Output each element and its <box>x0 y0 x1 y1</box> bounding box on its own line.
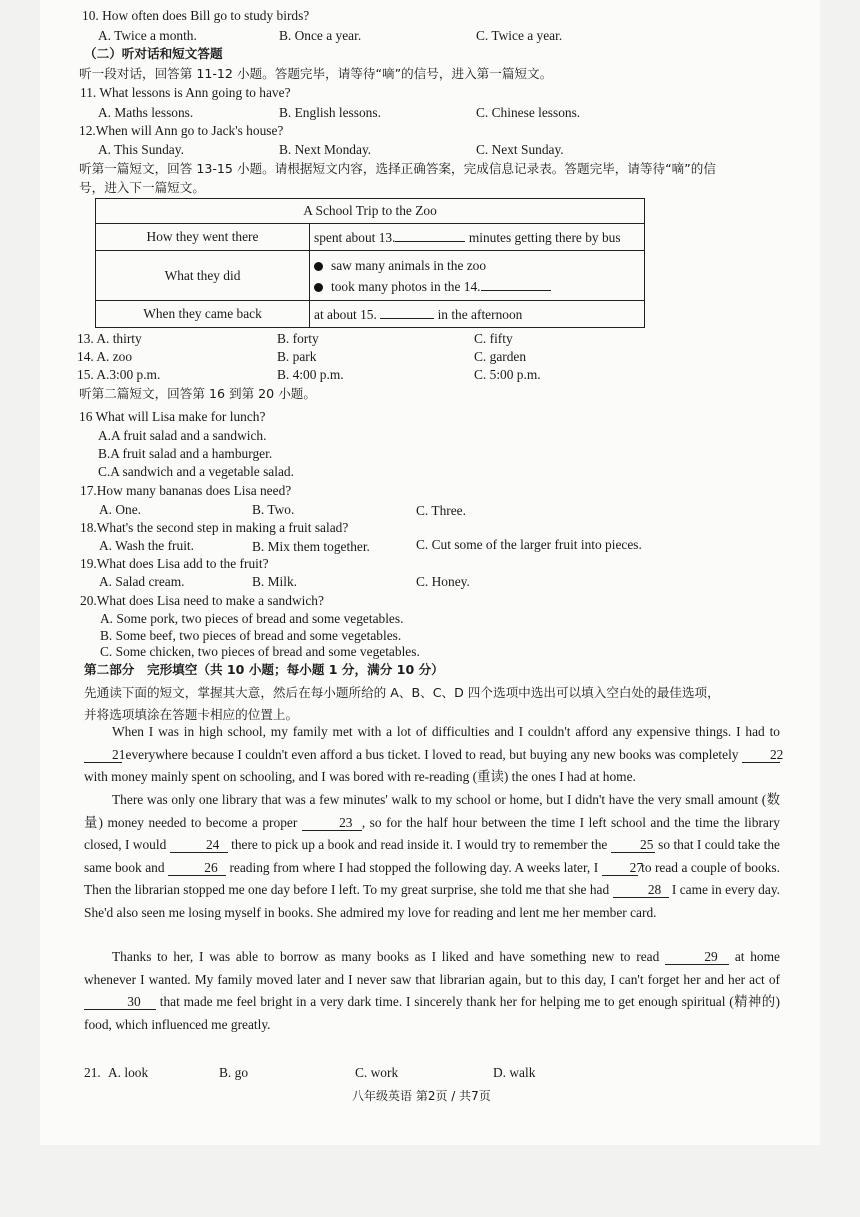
blank-27: 27 <box>602 860 638 876</box>
q12-option-b: B. Next Monday. <box>279 142 372 157</box>
bullet-icon <box>314 283 323 292</box>
cell-text: saw many animals in the zoo <box>331 257 487 273</box>
q18-option-c: C. Cut some of the larger fruit into pieces. <box>416 537 642 552</box>
q19-option-a: A. Salad cream. <box>99 574 185 589</box>
blank-28: 28 <box>613 882 669 898</box>
question-21-number: 21. <box>84 1065 101 1080</box>
answer-blank-15[interactable] <box>380 305 434 319</box>
instruction-13-15-line2: 号，进入下一篇短文。 <box>79 180 205 195</box>
q12-option-a: A. This Sunday. <box>98 142 184 157</box>
q18-option-b: B. Mix them together. <box>252 539 370 554</box>
blank-29: 29 <box>665 949 729 965</box>
blank-30: 30 <box>84 994 156 1010</box>
question-14: 14. A. zoo <box>77 349 133 364</box>
table-title: A School Trip to the Zoo <box>96 199 645 224</box>
blank-24: 24 <box>170 837 228 853</box>
blank-23: 23 <box>302 815 362 831</box>
q16-option-b: B.A fruit salad and a hamburger. <box>98 446 273 461</box>
passage-text: with money mainly spent on schooling, and I was bored with re-reading (重读) the ones I had at home. <box>84 769 636 785</box>
part-2-instruction-line2: 并将选项填涂在答题卡相应的位置上。 <box>84 707 299 722</box>
q11-option-a: A. Maths lessons. <box>98 105 194 120</box>
page-footer: 八年级英语 第2页 / 共7页 <box>352 1089 491 1103</box>
q21-option-b: B. go <box>219 1065 249 1080</box>
cell-text: at about 15. <box>314 307 377 322</box>
q14-option-b: B. park <box>277 349 317 364</box>
passage-text: so that I could take the same book and <box>84 837 780 875</box>
question-20: 20.What does Lisa need to make a sandwich? <box>80 593 324 608</box>
q12-option-c: C. Next Sunday. <box>476 142 564 157</box>
q10-option-b: B. Once a year. <box>279 28 362 43</box>
instruction-11-12: 听一段对话，回答第 11-12 小题。答题完毕，请等待“嘀”的信号，进入第一篇短文。 <box>79 66 553 81</box>
blank-26: 26 <box>168 860 226 876</box>
passage-text: I came in every day. She'd also seen me losing myself in books. She admired my love for reading and lent me her member card. <box>84 882 780 920</box>
question-16: 16 What will Lisa make for lunch? <box>79 409 266 424</box>
question-17: 17.How many bananas does Lisa need? <box>80 483 292 498</box>
instruction-13-15-line1: 听第一篇短文，回答 13-15 小题。请根据短文内容，选择正确答案，完成信息记录表。答题完毕，请等待“嘀”的信 <box>79 161 716 176</box>
q17-option-c: C. Three. <box>416 503 466 518</box>
part-2-instruction-line1: 先通读下面的短文，掌握其大意，然后在每小题所给的 A、B、C、D 四个选项中选出可以填入空白处的最佳选项， <box>84 685 720 700</box>
q21-option-d: D. walk <box>493 1065 536 1080</box>
q21-option-c: C. work <box>355 1065 399 1080</box>
q19-option-c: C. Honey. <box>416 574 470 589</box>
passage-text: There was only one library that was a few minutes' walk to my school or home, but I didn't have the very small amount (数量) money needed to become a proper <box>84 792 780 830</box>
q18-option-a: A. Wash the fruit. <box>99 538 194 553</box>
part-2-heading: 第二部分 完形填空（共 10 小题；每小题 1 分，满分 10 分） <box>84 662 444 677</box>
cell-text: took many photos in the 14. <box>331 278 481 294</box>
table-row-label: When they came back <box>96 301 310 328</box>
table-cell <box>310 224 645 251</box>
answer-blank-14[interactable] <box>481 277 551 291</box>
cell-text: spent about 13. <box>314 230 396 245</box>
question-19: 19.What does Lisa add to the fruit? <box>80 556 269 571</box>
table-row-label: What they did <box>96 251 310 301</box>
q17-option-a: A. One. <box>99 502 142 517</box>
q11-option-c: C. Chinese lessons. <box>476 105 581 120</box>
question-13: 13. A. thirty <box>77 331 142 346</box>
q21-option-a: A. look <box>108 1065 149 1080</box>
question-15: 15. A.3:00 p.m. <box>77 367 161 382</box>
passage-text: Thanks to her, I was able to borrow as many books as I liked and have something new to read <box>112 949 660 964</box>
table-cell <box>310 301 645 328</box>
passage-text: When I was in high school, my family met with a lot of difficulties and I couldn't afford any expensive things. I had to <box>112 724 780 739</box>
passage-text: that made me feel bright in a very dark time. I sincerely thank her for helping me to get enough spiritual (精神的) food, which influenced me greatly. <box>84 994 780 1032</box>
info-record-table <box>95 198 645 328</box>
question-11: 11. What lessons is Ann going to have? <box>80 85 291 100</box>
cell-text: in the afternoon <box>437 307 523 322</box>
q13-option-c: C. fifty <box>474 331 513 346</box>
q10-option-a: A. Twice a month. <box>98 28 197 43</box>
q14-option-c: C. garden <box>474 349 527 364</box>
answer-blank-13[interactable] <box>395 228 465 242</box>
q17-option-b: B. Two. <box>252 502 295 517</box>
section-2-heading: （二）听对话和短文答题 <box>84 46 223 61</box>
passage-text: , so for the half hour between the time I left school and the time the library closed, I would <box>84 814 780 853</box>
q15-option-b: B. 4:00 p.m. <box>277 367 344 382</box>
q10-option-c: C. Twice a year. <box>476 28 563 43</box>
q20-option-c: C. Some chicken, two pieces of bread and some vegetables. <box>100 644 420 659</box>
passage-paragraph-2 <box>84 789 780 925</box>
question-12: 12.When will Ann go to Jack's house? <box>79 123 284 138</box>
passage-text: at home whenever I wanted. My family moved later and I never saw that librarian again, but to this day, I can't forget her and her act of <box>84 949 780 987</box>
q16-option-c: C.A sandwich and a vegetable salad. <box>98 464 294 479</box>
passage-paragraph-3 <box>84 946 780 1036</box>
cell-text: minutes getting there by bus <box>468 230 621 245</box>
blank-22: 22 <box>742 747 780 763</box>
table-cell <box>310 251 645 301</box>
q11-option-b: B. English lessons. <box>279 105 381 120</box>
question-10: 10. How often does Bill go to study birds? <box>82 8 310 23</box>
table-row-label: How they went there <box>96 224 310 251</box>
q20-option-b: B. Some beef, two pieces of bread and some vegetables. <box>100 628 402 643</box>
passage-text: to read a couple of books. Then the librarian stopped me one day before I left. To my great surprise, she told me that she had <box>84 859 780 898</box>
passage-text: there to pick up a book and read inside it. I would try to remember the <box>231 837 608 853</box>
bullet-icon <box>314 262 323 271</box>
q15-option-c: C. 5:00 p.m. <box>474 367 541 382</box>
passage-text: everywhere because I couldn't even afford a bus ticket. I loved to read, but buying any new books was completely <box>125 746 739 762</box>
passage-paragraph-1 <box>84 721 784 789</box>
instruction-16-20: 听第二篇短文，回答第 16 到第 20 小题。 <box>79 386 316 401</box>
passage-text: reading from where I had stopped the following day. A weeks later, I <box>229 859 599 875</box>
q16-option-a: A.A fruit salad and a sandwich. <box>98 428 267 443</box>
q19-option-b: B. Milk. <box>252 574 298 589</box>
blank-25: 25 <box>611 837 655 853</box>
question-18: 18.What's the second step in making a fruit salad? <box>80 520 349 535</box>
q20-option-a: A. Some pork, two pieces of bread and some vegetables. <box>100 611 404 626</box>
q13-option-b: B. forty <box>277 331 319 346</box>
blank-21: 21 <box>84 747 122 763</box>
